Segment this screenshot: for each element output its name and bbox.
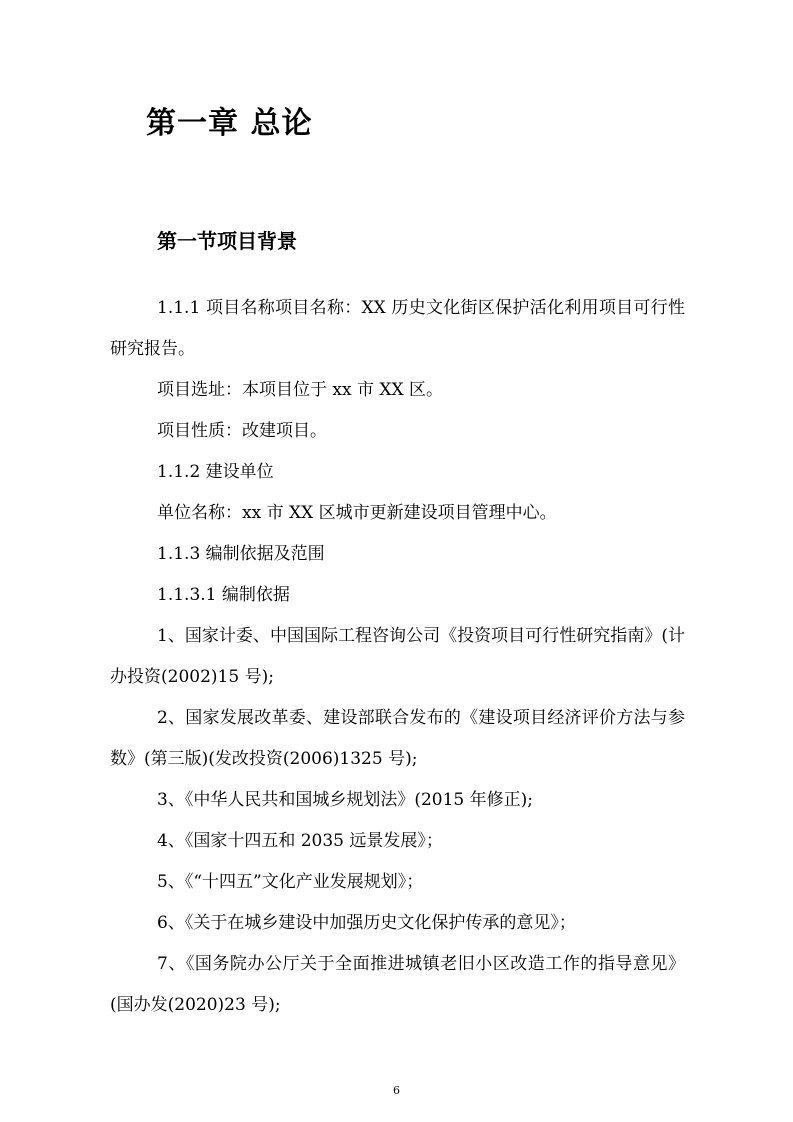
paragraph-project-name: 1.1.1 项目名称项目名称：XX 历史文化街区保护活化利用项目可行性研究报告。	[110, 298, 685, 359]
body-text	[110, 288, 685, 1026]
list-item-basis-1: 1、国家计委、中国国际工程咨询公司《投资项目可行性研究指南》(计办投资(2002)15 号);	[110, 626, 685, 687]
chapter-title: 第一章 总论	[146, 106, 313, 141]
list-item-basis-4: 4、《国家十四五和 2035 远景发展》；	[157, 831, 443, 851]
list-item-basis-3: 3、《中华人民共和国城乡规划法》(2015 年修正);	[157, 790, 533, 810]
list-item-basis-7: 7、《国务院办公厅关于全面推进城镇老旧小区改造工作的指导意见》(国办发(2020)23 号);	[110, 954, 685, 1015]
list-item-basis-2: 2、国家发展改革委、建设部联合发布的《建设项目经济评价方法与参数》(第三版)(发改投资(2006)1325 号);	[110, 708, 685, 769]
list-item-basis-6: 6、《关于在城乡建设中加强历史文化保护传承的意见》；	[157, 913, 576, 933]
paragraph-project-location: 项目选址：本项目位于 xx 市 XX 区。	[157, 380, 443, 400]
paragraph-unit-name: 单位名称：xx 市 XX 区城市更新建设项目管理中心。	[157, 503, 557, 523]
section-title: 第一节项目背景	[157, 229, 297, 253]
list-item-basis-5: 5、《“十四五”文化产业发展规划》；	[157, 872, 424, 892]
heading-construction-unit: 1.1.2 建设单位	[157, 462, 274, 482]
paragraph-project-nature: 项目性质：改建项目。	[157, 421, 327, 441]
page-number: 6	[393, 1084, 400, 1097]
heading-compilation-basis: 1.1.3.1 编制依据	[157, 585, 290, 605]
heading-basis-and-scope: 1.1.3 编制依据及范围	[157, 544, 325, 564]
